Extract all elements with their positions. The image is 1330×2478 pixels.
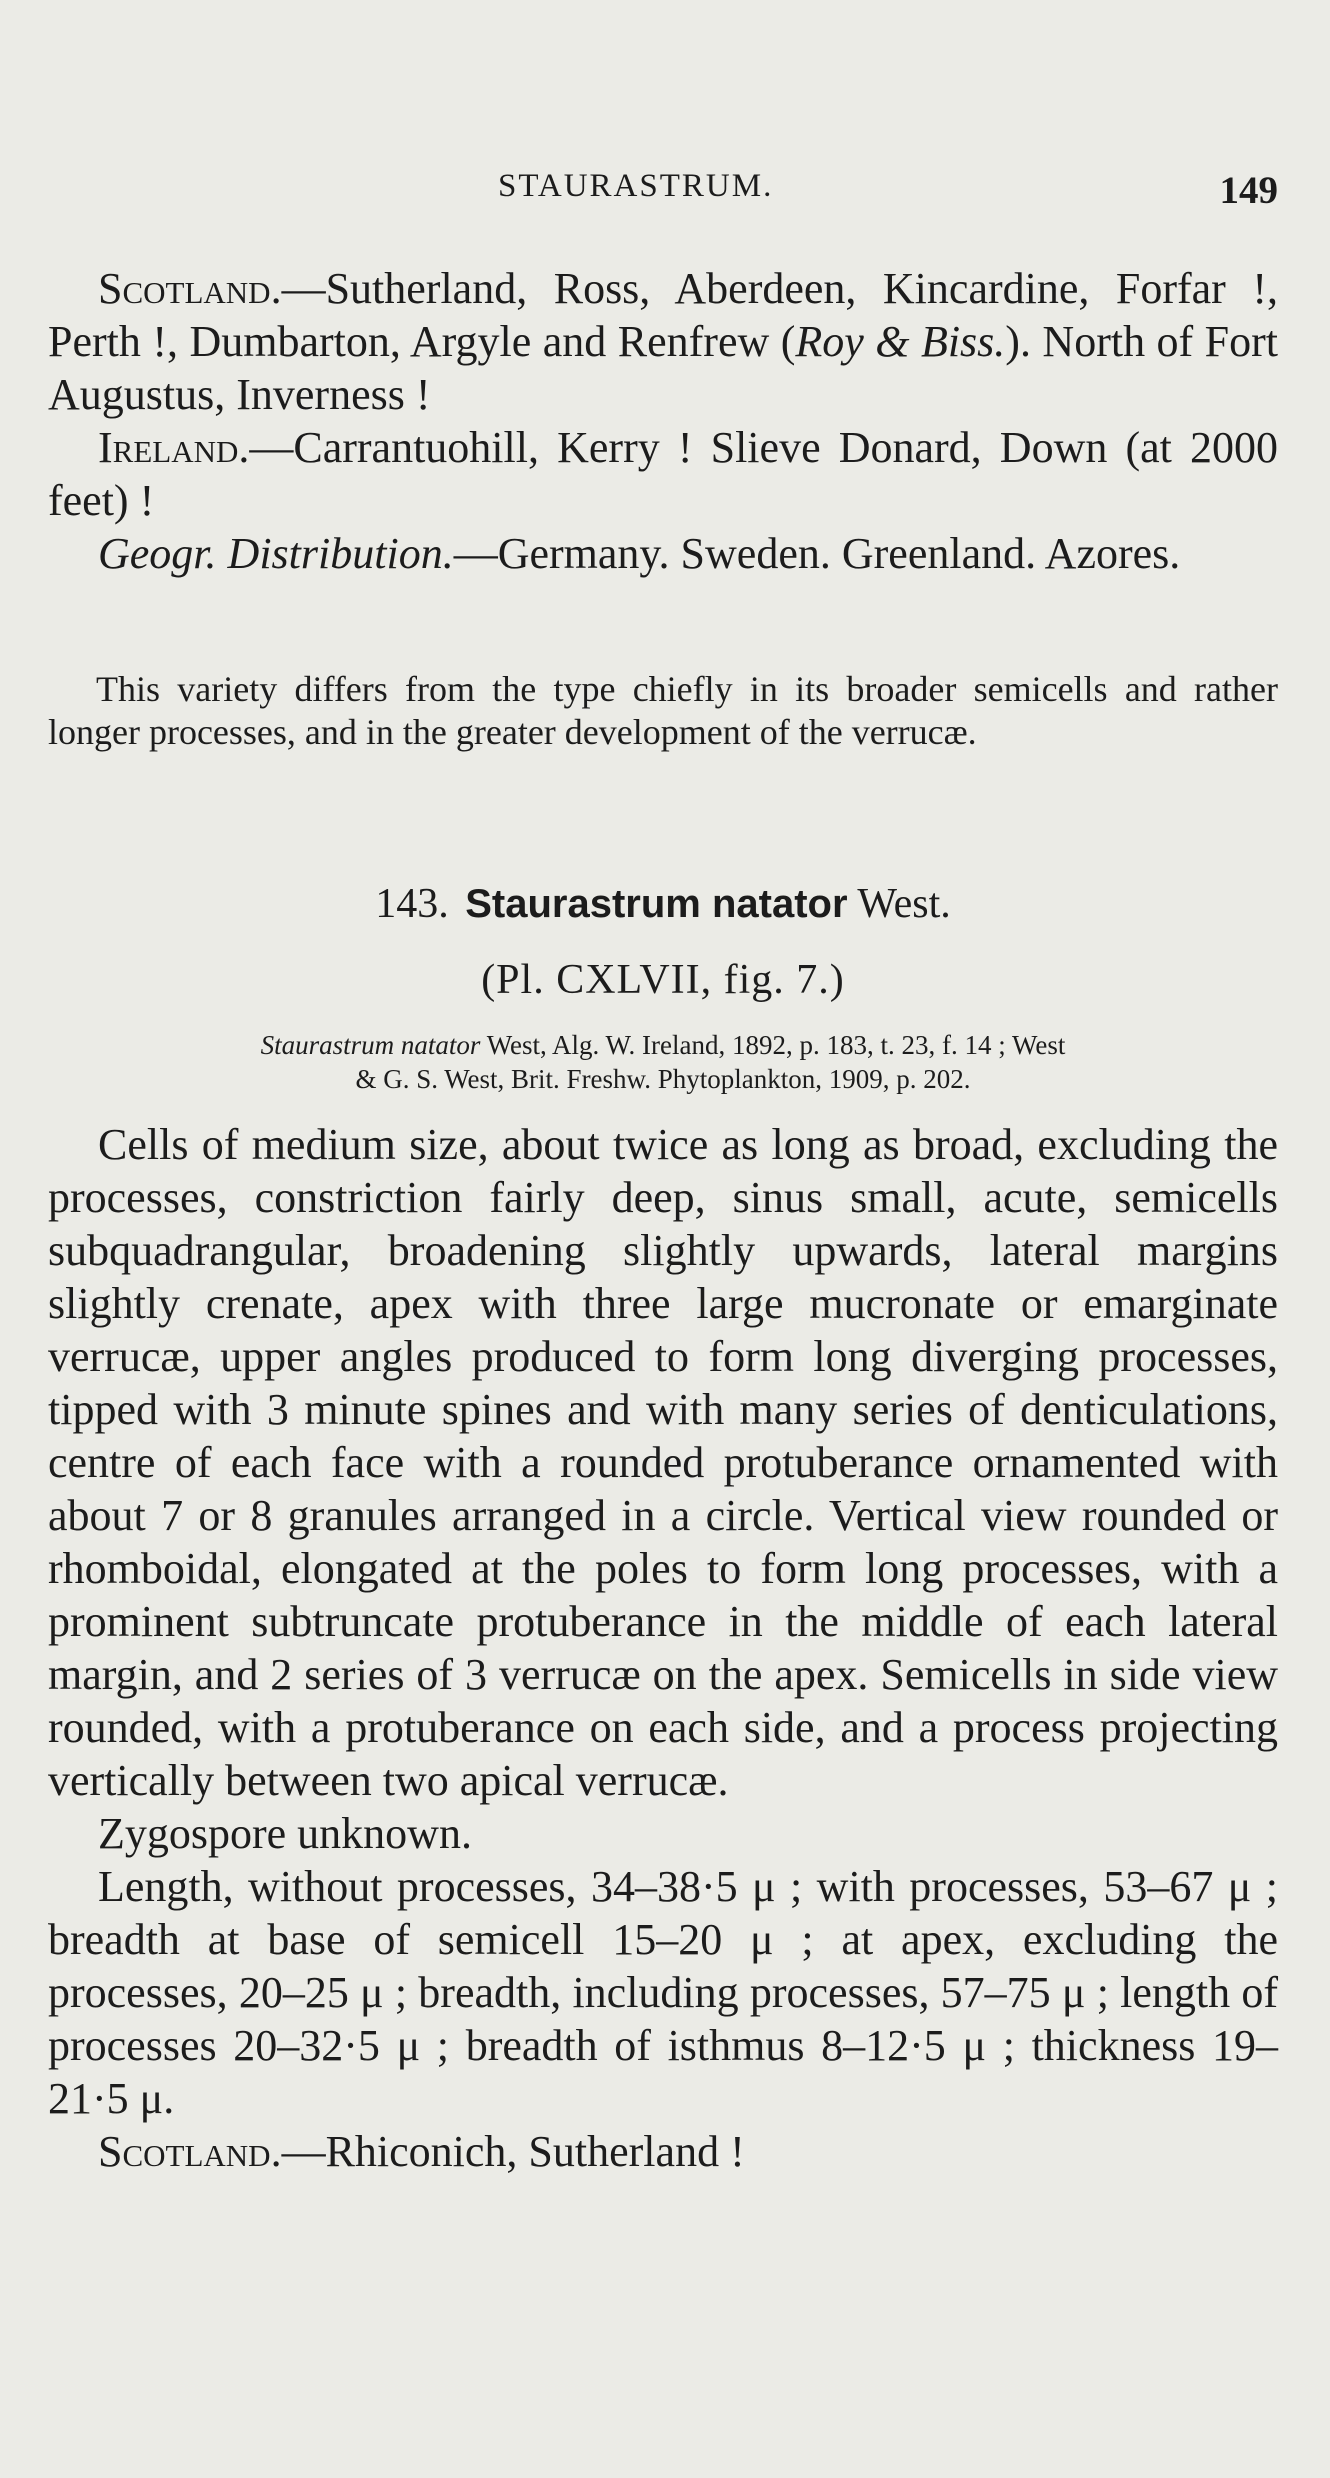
running-head-title: STAURASTRUM.: [498, 168, 774, 204]
ireland-paragraph: [48, 421, 1278, 527]
scotland-label: Scotland.: [98, 264, 282, 313]
scotland-localities: —Sutherland, Ross, Aberdeen, Kincardine, Forfar !, Perth !, Dumbarton, Argyle and Renfrew (: [48, 264, 1278, 366]
measurements-paragraph: Length, without processes, 34–38·5 μ ; with processes, 53–67 μ ; breadth at base of semicell 15–20 μ ; at apex, excluding the processes, 20–25 μ ; breadth, including processes, 57–75 μ ; length of processes 20–32·5 μ ; breadth of isthmus 8–12·5 μ ; thickness 19–21·5 μ.: [48, 1862, 1278, 2123]
citation: [48, 1028, 1278, 1096]
scotland-record-label: Scotland.: [98, 2127, 282, 2176]
geographic-distribution-paragraph: [48, 527, 1278, 580]
scotland-record-paragraph: [48, 2125, 1278, 2178]
scotland-paragraph: [48, 262, 1278, 421]
ireland-label: Ireland.: [98, 423, 250, 472]
species-author: West.: [857, 881, 951, 927]
species-name: Staurastrum natator: [465, 882, 848, 926]
scotland-record-locality: —Rhiconich, Sutherland !: [281, 2127, 745, 2176]
citation-species-name: Staurastrum natator: [260, 1030, 481, 1060]
species-heading: [48, 880, 1278, 928]
zygospore-paragraph: Zygospore unknown.: [98, 1809, 472, 1858]
variety-note: [48, 668, 1278, 754]
description-paragraph: Cells of medium size, about twice as long as broad, excluding the processes, constriction fairly deep, sinus small, acute, semicells subquadrangular, broadening slightly upwards, lateral margins slightly crenate, apex with three large mucronate or emarginate verrucæ, upper angles produced to form long diverging processes, tipped with 3 minute spines and with many series of denticulations, centre of each face with a rounded protuberance ornamented with about 7 or 8 granules arranged in a circle. Vertical view rounded or rhomboidal, elongated at the poles to form long processes, with a prominent subtruncate protuberance in the middle of each lateral margin, and 2 series of 3 verrucæ on the apex. Semicells in side view rounded, with a protuberance on each side, and a process projecting vertically between two apical verrucæ.: [48, 1120, 1278, 1805]
geographic-distribution-text: —Germany. Sweden. Greenland. Azores.: [453, 529, 1181, 578]
distribution-section: [48, 262, 1278, 580]
citation-line-2: & G. S. West, Brit. Freshw. Phytoplankton, 1909, p. 202.: [355, 1064, 971, 1094]
citation-text-1: West, Alg. W. Ireland, 1892, p. 183, t. 23, f. 14 ; West: [480, 1030, 1066, 1060]
species-description: [48, 1118, 1278, 2178]
variety-note-text: This variety differs from the type chiefly in its broader semicells and rather longer processes, and in the greater development of the verrucæ.: [48, 669, 1278, 752]
geographic-distribution-label: Geogr. Distribution.: [98, 529, 454, 578]
citation-line-1: [48, 1028, 1278, 1062]
scotland-authority: Roy & Biss.: [795, 317, 1006, 366]
page-number: 149: [1219, 169, 1278, 212]
scotland-localities-tail: ). North of Fort Augustus, Inverness !: [48, 317, 1279, 419]
ireland-localities: —Carrantuohill, Kerry ! Slieve Donard, Down (at 2000 feet) !: [48, 423, 1278, 525]
plate-reference: (Pl. CXLVII, fig. 7.): [481, 957, 845, 1003]
species-number: 143.: [375, 881, 449, 927]
